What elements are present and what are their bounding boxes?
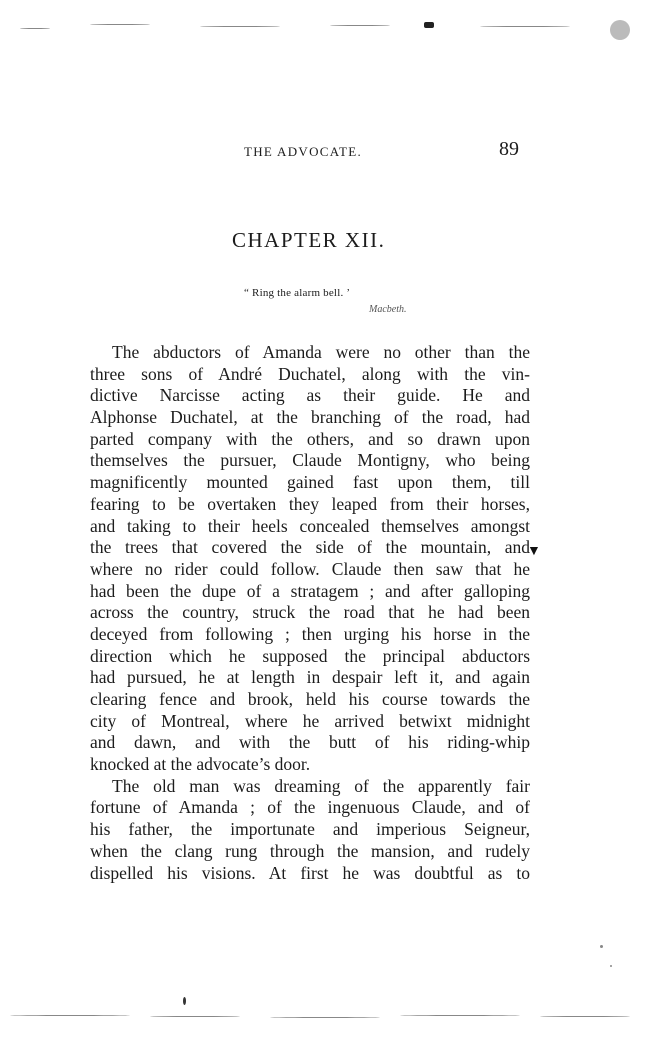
text-line: and taking to their heels concealed themselves amongst bbox=[90, 515, 530, 536]
chapter-heading: CHAPTER XII. bbox=[232, 228, 386, 252]
epigraph: “ Ring the alarm bell. ’ bbox=[244, 287, 351, 299]
text-line: his father, the importunate and imperious Seigneur, bbox=[90, 819, 530, 840]
margin-arrow-icon: ▼ bbox=[527, 544, 541, 559]
page-number: 89 bbox=[499, 138, 519, 160]
text-line: dictive Narcisse acting as their guide. He and bbox=[90, 385, 530, 406]
text-line: fearing to be overtaken they leaped from their horses, bbox=[90, 493, 530, 514]
epigraph-source: Macbeth. bbox=[369, 304, 407, 315]
scan-noise-top bbox=[0, 10, 650, 50]
running-title: THE ADVOCATE. bbox=[244, 144, 363, 159]
scan-noise-bottom bbox=[0, 985, 650, 1025]
text-line: when the clang rung through the mansion, and rudely bbox=[90, 840, 530, 861]
text-line: and dawn, and with the butt of his riding-whip bbox=[90, 732, 530, 753]
text-line: themselves the pursuer, Claude Montigny, who being bbox=[90, 450, 530, 471]
running-head bbox=[0, 138, 650, 168]
body-text bbox=[90, 342, 530, 884]
text-line: where no rider could follow. Claude then saw that he bbox=[90, 558, 530, 579]
text-line: The old man was dreaming of the apparently fair bbox=[112, 775, 530, 796]
text-line: had been the dupe of a stratagem ; and after galloping bbox=[90, 580, 530, 601]
text-line: parted company with the others, and so drawn upon bbox=[90, 428, 530, 449]
text-line: city of Montreal, where he arrived betwixt midnight bbox=[90, 710, 530, 731]
text-line: fortune of Amanda ; of the ingenuous Claude, and of bbox=[90, 797, 530, 818]
text-line: had pursued, he at length in despair left it, and again bbox=[90, 667, 530, 688]
text-line: direction which he supposed the principal abductors bbox=[90, 645, 530, 666]
text-line: the trees that covered the side of the mountain, and bbox=[90, 537, 530, 558]
text-line: clearing fence and brook, held his course towards the bbox=[90, 689, 530, 709]
text-line: deceyed from following ; then urging his horse in the bbox=[90, 623, 530, 644]
text-line: magnificently mounted gained fast upon them, till bbox=[90, 472, 530, 493]
text-line: across the country, struck the road that he had been bbox=[90, 602, 530, 623]
text-line: three sons of André Duchatel, along with the vin- bbox=[90, 363, 530, 384]
text-line: dispelled his visions. At first he was doubtful as to bbox=[90, 862, 530, 883]
text-line: knocked at the advocate’s door. bbox=[90, 754, 311, 775]
text-line: The abductors of Amanda were no other than the bbox=[112, 342, 530, 362]
text-line: Alphonse Duchatel, at the branching of the road, had bbox=[90, 407, 530, 428]
